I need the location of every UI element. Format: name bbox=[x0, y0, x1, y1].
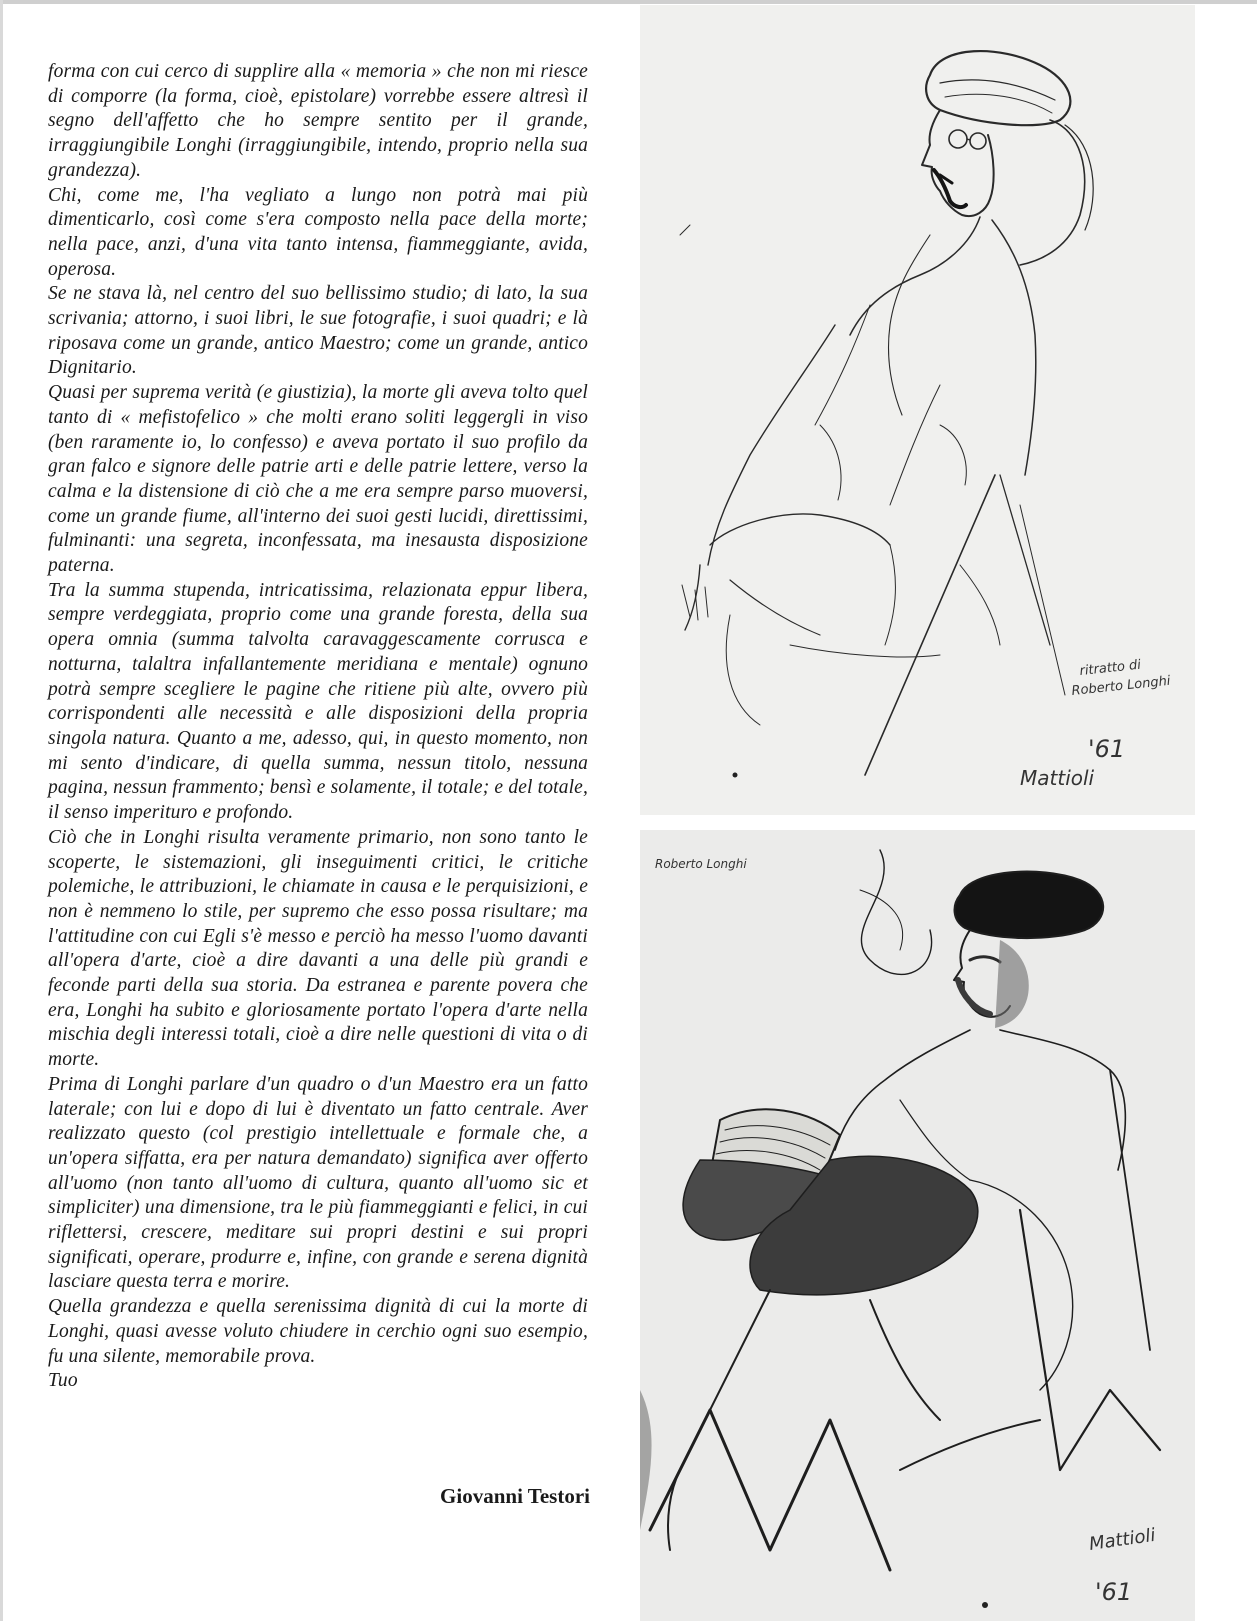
sketch-illustration bbox=[640, 5, 1195, 815]
article-paragraph: Prima di Longhi parlare d'un quadro o d'un Maestro era un fatto laterale; con lui e dopo di lui è diventato un fatto centrale. Aver realizzato questo (col prestigio intellettuale e formale che, a un'opera siffatta, era per natura demandato) significa aver offerto all'uomo (non tanto all'uomo di cultura, quanto all'uomo sic et simpliciter) una dimensione, tra le più fiammeggianti e felici, in cui riflettersi, crescere, meditare sui propri destini e sui propri significati, operare, produrre e, infine, con grande e serena dignità lasciare questa terra e morire. bbox=[48, 1073, 588, 1293]
artist-signature: Mattioli bbox=[1087, 1524, 1157, 1555]
drawing-year: '61 bbox=[1088, 735, 1126, 763]
portrait-drawing-top bbox=[640, 5, 1195, 815]
drawing-inscription: Roberto Longhi bbox=[655, 857, 747, 871]
drawing-inscription: Roberto Longhi bbox=[1070, 673, 1172, 699]
drawing-year: '61 bbox=[1095, 1578, 1133, 1606]
article-closing: Tuo bbox=[48, 1370, 78, 1392]
portrait-drawing-bottom bbox=[640, 830, 1195, 1621]
author-signature: Giovanni Testori bbox=[440, 1484, 590, 1508]
sketch-illustration bbox=[640, 830, 1195, 1621]
artist-signature: Mattioli bbox=[1020, 766, 1095, 790]
article-paragraph: forma con cui cerco di supplire alla « memoria » che non mi riesce di comporre (la forma, cioè, epistolare) vorrebbe essere altresì il segno dell'affetto che ho sempre sentito per il grande, irraggiungibile Longhi (irraggiungibile, intendo, proprio nella sua grandezza). bbox=[48, 61, 588, 181]
article-paragraph: Chi, come me, l'ha vegliato a lungo non potrà mai più dimenticarlo, così come s'era composto nella pace della morte; nella pace, anzi, d'una vita tanto intensa, fiammeggiante, avida, operosa. bbox=[48, 184, 588, 280]
article-paragraph: Tra la summa stupenda, intricatissima, relazionata eppur libera, sempre verdeggiata, proprio come una grande foresta, della sua opera omnia (summa talvolta caravaggescamente corrusca e notturna, talaltra infallantemente meridiana e mentale) ognuno potrà sempre scegliere le pagine che ritiene più alte, ovvero più corrispondenti alle necessità e alle disposizioni della propria singola natura. Quanto a me, adesso, qui, in questo momento, non mi sento d'indicare, di quella summa, nessun titolo, nessuna pagina, nessun frammento; bensì e solamente, il totale; e del totale, il senso imperituro e profondo. bbox=[48, 579, 588, 824]
article-paragraph: Quasi per suprema verità (e giustizia), la morte gli aveva tolto quel tanto di « mefistofelico » che molti erano soliti leggergli in viso (ben raramente io, lo confesso) e aveva portato il suo profilo da gran falco e signore delle patrie arti e delle patrie lettere, verso la calma e la distensione di ciò che a me era sempre parso muoversi, come un grande fiume, all'interno dei suoi gesti lucidi, direttissimi, fulminanti: una segreta, inconfessata, ma inesausta disposizione paterna. bbox=[48, 382, 588, 577]
drawing-inscription: ritratto di bbox=[1078, 657, 1142, 679]
page-edge bbox=[0, 0, 1257, 4]
article-paragraph: Se ne stava là, nel centro del suo bellissimo studio; di lato, la sua scrivania; attorno, i suoi libri, le sue fotografie, i suoi quadri; e là riposava come un grande, antico Maestro; come un grande, antico Dignitario. bbox=[48, 283, 588, 379]
article-text-column bbox=[48, 60, 588, 1394]
article-paragraph: Quella grandezza e quella serenissima dignità di cui la morte di Longhi, quasi avesse voluto chiudere in cerchio ogni suo esempio, fu una silente, memorabile prova. bbox=[48, 1296, 588, 1367]
page-edge bbox=[0, 0, 3, 1621]
article-paragraph: Ciò che in Longhi risulta veramente primario, non sono tanto le scoperte, le sistemazioni, gli inseguimenti critici, le critiche polemiche, le attribuzioni, le chiamate in causa e le perquisizioni, e non è nemmeno lo stile, per supremo che esso possa risultare; ma l'attitudine con cui Egli s'è messo e perciò ha messo l'uomo davanti all'opera d'arte, cioè a dire davanti a una delle più grandi e feconde parti della sua storia. Da estranea e parente povera che era, Longhi ha subito e gloriosamente portato l'opera d'arte nella mischia degli interessi totali, cioè a dire nelle questioni di vita o di morte. bbox=[48, 826, 588, 1071]
